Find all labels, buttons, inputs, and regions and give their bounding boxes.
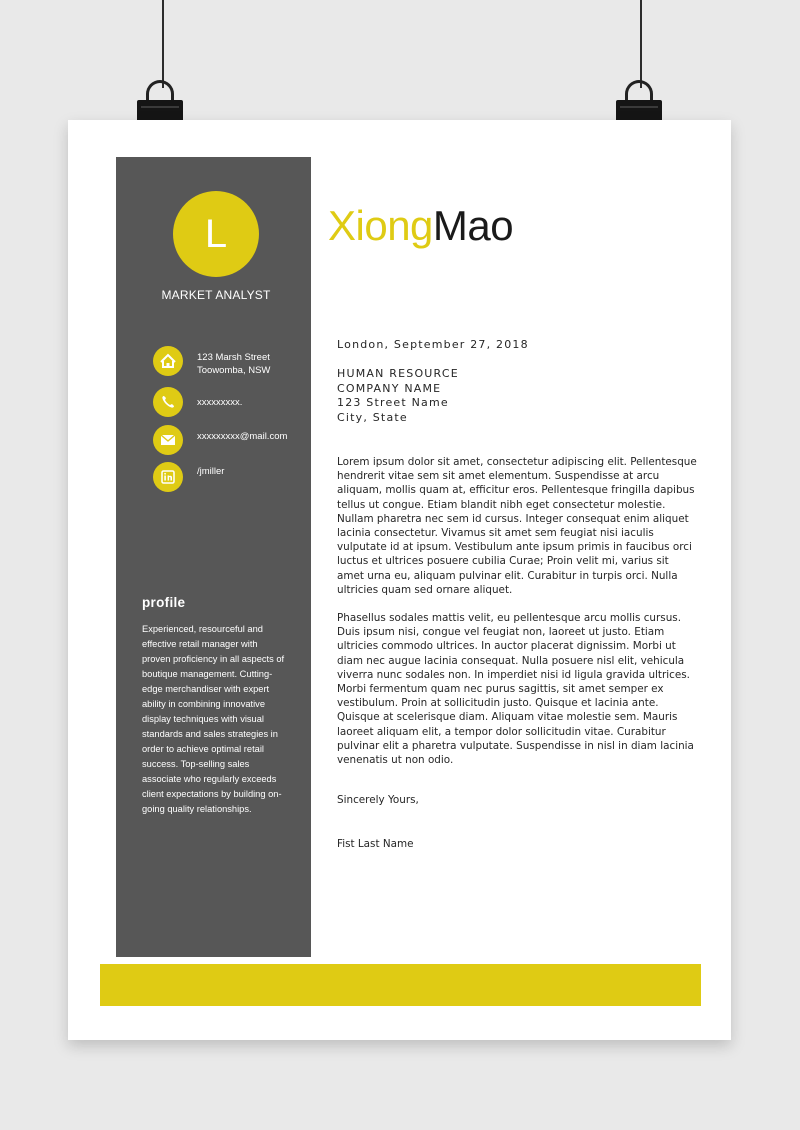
- footer-accent-bar: [100, 964, 701, 1006]
- contact-email: [153, 425, 313, 455]
- contact-email-text[interactable]: xxxxxxxxx@mail.com: [197, 431, 288, 442]
- contact-linkedin: [153, 462, 313, 492]
- contact-address: [153, 346, 313, 376]
- letter-page: [68, 120, 731, 1040]
- last-name: Mao: [432, 202, 514, 249]
- linkedin-icon: [153, 462, 183, 492]
- hanging-wire-left: [162, 0, 164, 88]
- job-title: MARKET ANALYST: [161, 288, 271, 302]
- body-paragraph-1: Lorem ipsum dolor sit amet, consectetur adipiscing elit. Pellentesque hendrerit vitae sem sit amet elementum. Suspendisse at arcu aliquam, mollis quam at, efficitur eros. Pellentesque fringilla dapibus tellus ut congue. Etiam blandit nibh eget consectetur molestie. Nullam pharetra nec sem id cursus. Integer consequat enim aliquet lacinia consectetur. Vivamus sit amet sem feugiat nisi iaculis vulputate id at ipsum. Vestibulum ante ipsum primis in faucibus orci luctus et ultrices posuere cubilia Curae; Proin velit mi, varius sit amet urna eu, aliquam pulvinar elit. Curabitur in turpis orci. Nulla ultricies quam sed ornare aliquet.: [337, 456, 697, 596]
- home-icon: [153, 346, 183, 376]
- initial-avatar: L: [173, 191, 259, 277]
- recipient-line: COMPANY NAME: [337, 381, 442, 395]
- profile-summary: Experienced, resourceful and effective retail manager with proven proficiency in all aspects of boutique management. Cutting-edge merchandiser with expert ability in combining innovative display techniques with visual standards and sales strategies in order to achieve optimal retail success. Top-selling sales associate who regularly exceeds client expectations by building on-going quality relationships.: [142, 624, 285, 814]
- first-name: Xiong: [328, 202, 433, 249]
- letter-signature: Fist Last Name: [337, 838, 414, 851]
- hanging-wire-right: [640, 0, 642, 88]
- contact-phone: [153, 387, 313, 417]
- sidebar: [116, 157, 311, 957]
- letter-body: [337, 338, 697, 850]
- letter-date: London, September 27, 2018: [337, 338, 529, 351]
- profile-heading: profile: [142, 595, 186, 610]
- body-paragraph-2: Phasellus sodales mattis velit, eu pellentesque arcu mollis cursus. Duis ipsum nisi, congue vel feugiat non, laoreet ut justo. Etiam ultricies commodo ultrices. In auctor placerat dignissim. Morbi ut diam nec augue lacinia consequat. Nulla posuere nisl elit, vehicula viverra nunc sodales non. In imperdiet nisi id ligula gravida ultrices. Morbi fermentum quam nec purus sagittis, sit amet semper ex vestibulum. Proin at sollicitudin justo. Quisque et lacinia ante. Quisque at scelerisque diam. Aliquam vitae molestie sem. Mauris laoreet aliquam elit, a tempor dolor sollicitudin vitae. Curabitur pulvinar elit a pharetra vulputate. Suspendisse in nisl in diam lacinia venenatis ut non odio.: [337, 612, 694, 767]
- recipient-line: City, State: [337, 410, 408, 424]
- letter-closing: Sincerely Yours,: [337, 794, 419, 807]
- phone-icon: [153, 387, 183, 417]
- mail-icon: [153, 425, 183, 455]
- applicant-name: [328, 202, 513, 250]
- contact-phone-text: xxxxxxxxx.: [197, 397, 243, 408]
- recipient-line: HUMAN RESOURCE: [337, 367, 459, 380]
- contact-address-text: 123 Marsh Street Toowomba, NSW: [197, 352, 271, 376]
- recipient-line: 123 Street Name: [337, 396, 449, 409]
- recipient-block: [337, 367, 697, 425]
- contact-linkedin-text[interactable]: /jmiller: [197, 466, 225, 477]
